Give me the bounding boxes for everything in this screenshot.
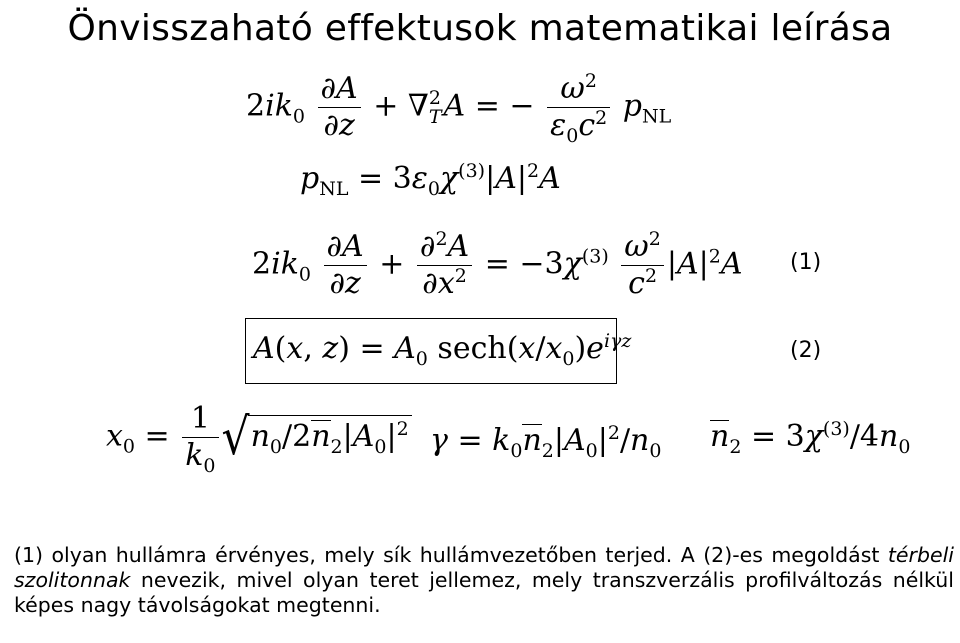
propagation-constant-definition: $\gamma = k_0n_2|A_0|^2/n_0$ [430,422,662,462]
nls-equation: $2ik_0$ $\frac{\partial A}{\partial z}$ + $\frac{\partial^2A}{\partial x^2}$ = $-3\chi^{(3)}$ $\frac{\omega^2}{c^2}$ $|A|^2A$ [252,228,743,301]
nonlinear-polarization-equation: $p_{NL} = 3\varepsilon_0\chi^{(3)}|A|^2A$ [300,160,561,200]
paragraph-part1: (1) olyan hullámra érvényes, mely sík hullámvezetőben terjed. A (2)-es megoldást [14,543,888,567]
equation-number-2: (2) [790,338,822,363]
explanation-paragraph [14,543,954,618]
equation-number-1: (1) [790,250,822,275]
paragraph-part2: nevezik, mivel olyan teret jellemez, mely transzverzális profilváltozás nélkül képes nagy távolságokat megtenni. [14,568,954,617]
paragraph-emphasis: térbeli szolitonnak [14,543,954,592]
nonlinear-index-definition: $n_2 = 3\chi^{(3)}/4n_0$ [710,418,911,458]
paraxial-wave-equation: $2ik_0$ $\frac{\partial A}{\partial z}$ + ∇ 2 T A = − $\frac{\omega^2}{\varepsilon_0c^2}$ $p_{NL}$ [246,70,672,147]
soliton-solution-equation: A(x, $z) = A_0$ $\sec h(x/x_0)e^{i\gamma z}$ [253,330,632,370]
soliton-width-definition: $x_0$ = $\frac{1}{k_0}$ $√n_0/2n_2|A_0|^2$ [106,404,412,471]
page-title: Önvisszaható effektusok matematikai leírása [67,8,893,49]
